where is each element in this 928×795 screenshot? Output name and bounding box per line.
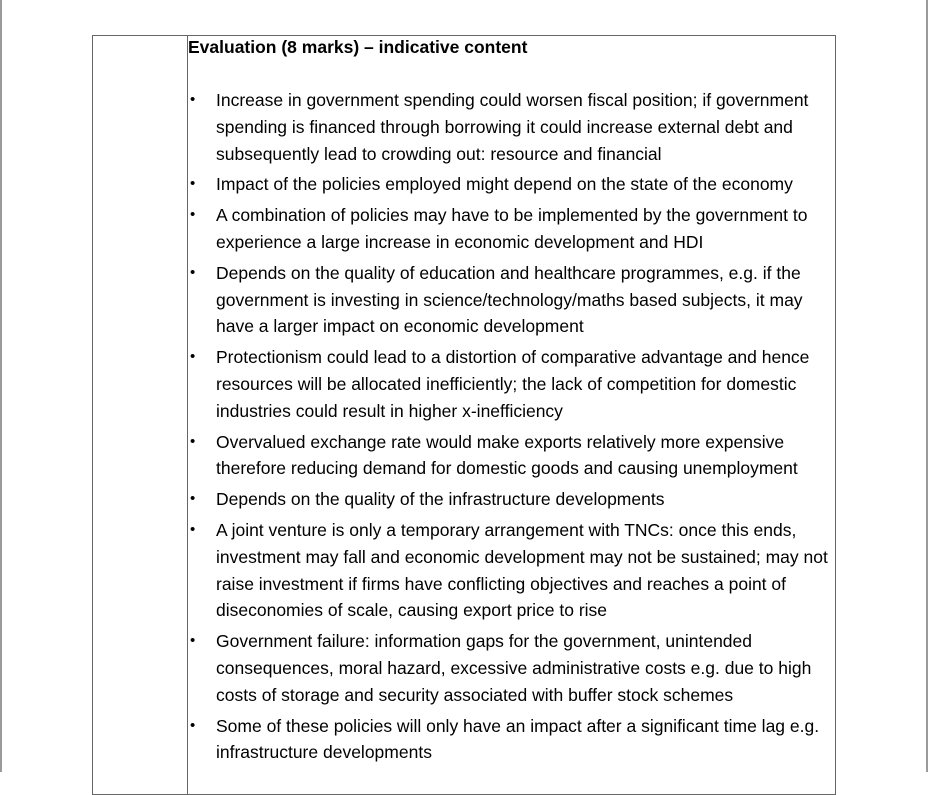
bullet-icon: • [190, 91, 196, 108]
list-item: • Depends on the quality of the infrastructure developments [188, 486, 835, 513]
bullet-icon: • [190, 432, 196, 450]
bullet-icon: • [190, 520, 196, 538]
list-item: • Impact of the policies employed might depend on the state of the economy [188, 171, 835, 198]
page-left-edge [0, 0, 2, 772]
list-item: • A combination of policies may have to be implemented by the government to experience a large increase in economic development and HDI [188, 202, 835, 256]
guidance-cell [188, 36, 836, 795]
list-item: • Increase in government spending could worsen fiscal position; if government spending is financed through borrowing it could increase external debt and subsequently lead to crowding out: resource and financial [188, 87, 835, 167]
bullet-icon: • [190, 632, 196, 650]
table-row [93, 36, 836, 795]
list-item: • Some of these policies will only have an impact after a significant time lag e.g. infrastructure developments [188, 713, 835, 767]
bullet-icon: • [190, 206, 196, 224]
list-item: • Protectionism could lead to a distortion of comparative advantage and hence resources will be allocated inefficiently; the lack of competition for domestic industries could result in higher x-inefficiency [188, 344, 835, 424]
bullet-icon: • [190, 263, 196, 281]
bullet-icon: • [190, 175, 196, 193]
list-item: • Depends on the quality of education and healthcare programmes, e.g. if the government is investing in science/technology/maths based subjects, it may have a larger impact on economic development [188, 260, 835, 340]
indicative-content-list [188, 87, 835, 766]
question-number-cell [93, 36, 188, 795]
bullet-icon: • [190, 348, 196, 366]
list-item: • Overvalued exchange rate would make exports relatively more expensive therefore reducing demand for domestic goods and causing unemployment [188, 429, 835, 483]
list-item: • A joint venture is only a temporary arrangement with TNCs: once this ends, investment may fall and economic development may not be sustained; may not raise investment if firms have conflicting objectives and reaches a point of diseconomies of scale, causing export price to rise [188, 517, 835, 624]
list-item: • Government failure: information gaps for the government, unintended consequences, moral hazard, excessive administrative costs e.g. due to high costs of storage and security associated with buffer stock schemes [188, 628, 835, 708]
bullet-icon: • [190, 490, 196, 508]
bullet-icon: • [190, 716, 196, 734]
section-heading: Evaluation (8 marks) – indicative content [188, 37, 528, 57]
mark-scheme-table [92, 35, 836, 795]
